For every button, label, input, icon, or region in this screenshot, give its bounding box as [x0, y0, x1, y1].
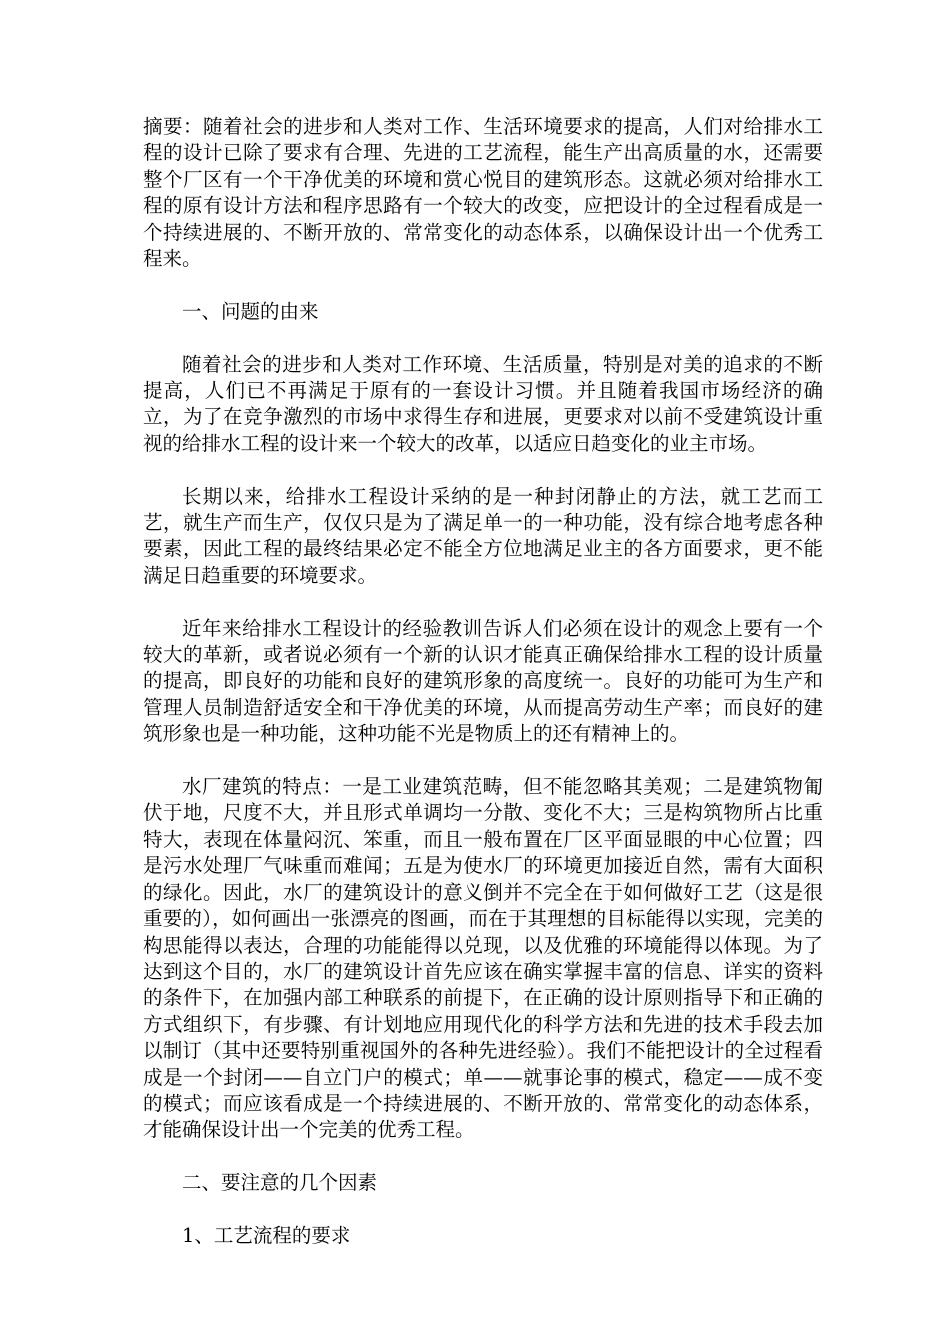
abstract-paragraph: 摘要：随着社会的进步和人类对工作、生活环境要求的提高，人们对给排水工程的设计已除了要求有合理、先进的工艺流程，能生产出高质量的水，还需要整个厂区有一个干净优美的环境和赏心悦目的建筑形态。这就必须对给排水工程的原有设计方法和程序思路有一个较大的改变，应把设计的全过程看成是一个持续进展的、不断开放的、常常变化的动态体系，以确保设计出一个优秀工程来。	[143, 115, 823, 271]
body-paragraph-4: 水厂建筑的特点：一是工业建筑范畴，但不能忽略其美观；二是建筑物匍伏于地，尺度不大，并且形式单调均一分散、变化不大；三是构筑物所占比重特大，表现在体量闷沉、笨重，而且一般布置在厂区平面显眼的中心位置；四是污水处理厂气味重而难闻；五是为使水厂的环境更加接近自然，需有大面积的绿化。因此，水厂的建筑设计的意义倒并不完全在于如何做好工艺（这是很重要的），如何画出一张漂亮的图画，而在于其理想的目标能得以实现，完美的构思能得以表达，合理的功能能得以兑现，以及优雅的环境能得以体现。为了达到这个目的，水厂的建筑设计首先应该在确实掌握丰富的信息、详实的资料的条件下，在加强内部工种联系的前提下，在正确的设计原则指导下和正确的方式组织下，有步骤、有计划地应用现代化的科学方法和先进的技术手段去加以制订（其中还要特别重视国外的各种先进经验）。我们不能把设计的全过程看成是一个封闭——自立门户的模式；单——就事论事的模式，稳定——成不变的模式；而应该看成是一个持续进展的、不断开放的、常常变化的动态体系，才能确保设计出一个完美的优秀工程。	[143, 775, 823, 1142]
body-paragraph-2: 长期以来，给排水工程设计采纳的是一种封闭静止的方法，就工艺而工艺，就生产而生产，仅仅只是为了满足单一的一种功能，没有综合地考虑各种要素，因此工程的最终结果必定不能全方位地满足业主的各方面要求，更不能满足日趋重要的环境要求。	[143, 484, 823, 587]
subsection-heading-1: 1、工艺流程的要求	[182, 1223, 351, 1247]
section-heading-2: 二、要注意的几个因素	[182, 1171, 378, 1195]
document-body	[143, 114, 823, 1249]
section-heading-1: 一、问题的由来	[182, 299, 319, 323]
body-paragraph-1: 随着社会的进步和人类对工作环境、生活质量，特别是对美的追求的不断提高，人们已不再满足于原有的一套设计习惯。并且随着我国市场经济的确立，为了在竞争激烈的市场中求得生存和进展，更要求对以前不受建筑设计重视的给排水工程的设计来一个较大的改革，以适应日趋变化的业主市场。	[143, 352, 823, 455]
body-paragraph-3: 近年来给排水工程设计的经验教训告诉人们必须在设计的观念上要有一个较大的革新，或者说必须有一个新的认识才能真正确保给排水工程的设计质量的提高，即良好的功能和良好的建筑形象的高度统一。良好的功能可为生产和管理人员制造舒适安全和干净优美的环境，从而提高劳动生产率；而良好的建筑形象也是一种功能，这种功能不光是物质上的还有精神上的。	[143, 616, 823, 746]
